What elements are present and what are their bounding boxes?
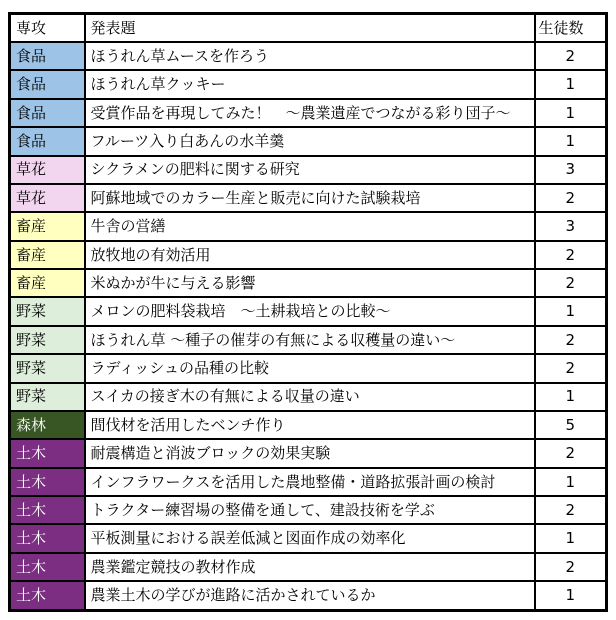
table-row	[10, 383, 607, 411]
major-cell: 草花	[10, 156, 85, 184]
major-cell: 土木	[10, 581, 85, 610]
title-cell: 牛舎の営繕	[85, 212, 535, 240]
title-cell: 農業鑑定競技の教材作成	[85, 553, 535, 581]
students-cell: 1	[535, 383, 607, 411]
table-row	[10, 468, 607, 496]
title-cell: ほうれん草 ～種子の催芽の有無による収穫量の違い～	[85, 326, 535, 354]
students-cell: 2	[535, 326, 607, 354]
students-cell: 1	[535, 524, 607, 552]
col-header-students: 生徒数	[535, 14, 607, 43]
table-row	[10, 184, 607, 212]
title-cell: 耐震構造と消波ブロックの効果実験	[85, 439, 535, 467]
table-header-row	[10, 14, 607, 43]
table-row	[10, 439, 607, 467]
students-cell: 1	[535, 468, 607, 496]
table-row	[10, 70, 607, 98]
major-cell: 畜産	[10, 269, 85, 297]
major-cell: 畜産	[10, 212, 85, 240]
students-cell: 2	[535, 439, 607, 467]
students-cell: 5	[535, 411, 607, 439]
title-cell: フルーツ入り白あんの水羊羹	[85, 127, 535, 155]
students-cell: 1	[535, 297, 607, 325]
major-cell: 野菜	[10, 297, 85, 325]
title-cell: 間伐材を活用したベンチ作り	[85, 411, 535, 439]
title-cell: トラクター練習場の整備を通して、建設技術を学ぶ	[85, 496, 535, 524]
table-row	[10, 496, 607, 524]
major-cell: 畜産	[10, 241, 85, 269]
major-cell: 食品	[10, 42, 85, 70]
title-cell: メロンの肥料袋栽培 ～土耕栽培との比較～	[85, 297, 535, 325]
table-row	[10, 241, 607, 269]
major-cell: 土木	[10, 496, 85, 524]
students-cell: 2	[535, 496, 607, 524]
major-cell: 土木	[10, 553, 85, 581]
major-cell: 野菜	[10, 383, 85, 411]
major-cell: 土木	[10, 439, 85, 467]
students-cell: 2	[535, 241, 607, 269]
students-cell: 1	[535, 99, 607, 127]
major-cell: 草花	[10, 184, 85, 212]
major-cell: 食品	[10, 70, 85, 98]
students-cell: 3	[535, 156, 607, 184]
major-cell: 食品	[10, 127, 85, 155]
major-cell: 土木	[10, 524, 85, 552]
table-row	[10, 326, 607, 354]
title-cell: ラディッシュの品種の比較	[85, 354, 535, 382]
table-row	[10, 553, 607, 581]
title-cell: 阿蘇地域でのカラー生産と販売に向けた試験栽培	[85, 184, 535, 212]
table-row	[10, 411, 607, 439]
title-cell: 農業土木の学びが進路に活かされているか	[85, 581, 535, 610]
major-cell: 食品	[10, 99, 85, 127]
table-row	[10, 127, 607, 155]
students-cell: 2	[535, 269, 607, 297]
col-header-major: 専攻	[10, 14, 85, 43]
table-row	[10, 581, 607, 610]
table-row	[10, 42, 607, 70]
major-cell: 野菜	[10, 326, 85, 354]
students-cell: 2	[535, 184, 607, 212]
title-cell: スイカの接ぎ木の有無による収量の違い	[85, 383, 535, 411]
title-cell: ほうれん草ムースを作ろう	[85, 42, 535, 70]
presentation-table	[8, 12, 608, 612]
table-row	[10, 297, 607, 325]
table-row	[10, 269, 607, 297]
students-cell: 2	[535, 42, 607, 70]
major-cell: 森林	[10, 411, 85, 439]
title-cell: 放牧地の有効活用	[85, 241, 535, 269]
students-cell: 2	[535, 354, 607, 382]
students-cell: 3	[535, 212, 607, 240]
students-cell: 1	[535, 127, 607, 155]
table-body	[10, 42, 607, 611]
title-cell: 受賞作品を再現してみた！ ～農業遺産でつながる彩り団子～	[85, 99, 535, 127]
table-row	[10, 524, 607, 552]
title-cell: ほうれん草クッキー	[85, 70, 535, 98]
title-cell: インフラワークスを活用した農地整備・道路拡張計画の検討	[85, 468, 535, 496]
table-row	[10, 212, 607, 240]
title-cell: 平板測量における誤差低減と図面作成の効率化	[85, 524, 535, 552]
title-cell: 米ぬかが牛に与える影響	[85, 269, 535, 297]
col-header-title: 発表題	[85, 14, 535, 43]
title-cell: シクラメンの肥料に関する研究	[85, 156, 535, 184]
students-cell: 1	[535, 70, 607, 98]
students-cell: 1	[535, 581, 607, 610]
table-row	[10, 354, 607, 382]
major-cell: 野菜	[10, 354, 85, 382]
major-cell: 土木	[10, 468, 85, 496]
table-row	[10, 99, 607, 127]
table-row	[10, 156, 607, 184]
students-cell: 2	[535, 553, 607, 581]
